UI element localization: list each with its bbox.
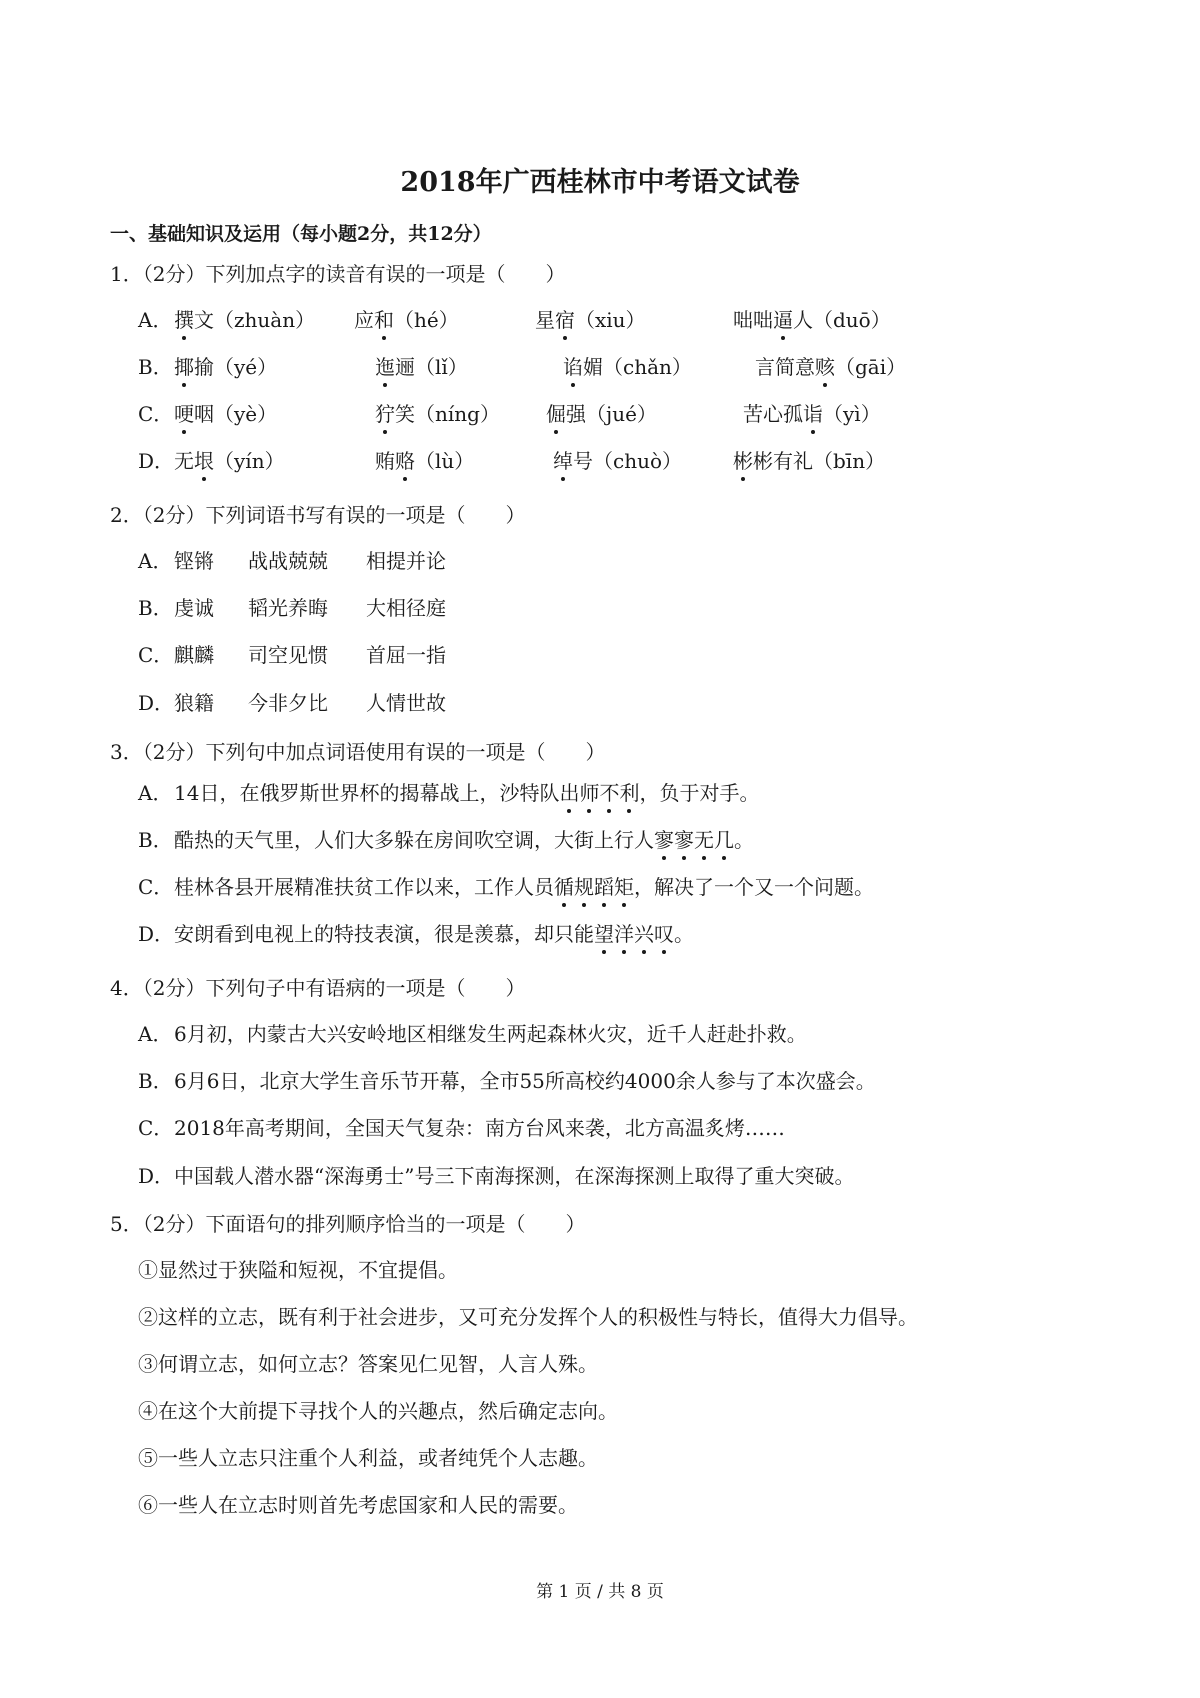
q1-option-b-item-4: 言简意赅（gāi） [755, 355, 907, 379]
q2-option-b-word-2: 韬光养晦 [248, 596, 328, 620]
q2-option-a-word-2: 战战兢兢 [248, 549, 328, 573]
q2-option-a-word-1: 铿锵 [174, 549, 214, 573]
q2-option-d-label: D． [138, 691, 175, 715]
q2-option-d-word-1: 狼籍 [174, 691, 214, 715]
q1-option-b-item-2: 迤逦（lǐ） [375, 355, 468, 379]
q1-option-a-item-3: 星宿（xiu） [535, 308, 646, 332]
q2-option-b-label: B． [138, 596, 173, 620]
q4-option-b-text: 6月6日，北京大学生音乐节开幕，全市55所高校约4000余人参与了本次盛会。 [174, 1069, 876, 1093]
emphasis-char: 利 [619, 781, 640, 805]
q1-option-a-item-4: 咄咄逼人（duō） [733, 308, 891, 332]
question-5-stem: 5．（2分）下面语句的排列顺序恰当的一项是（ ） [110, 1212, 586, 1236]
q1-option-a-item-1: 撰文（zhuàn） [174, 308, 316, 332]
q4-option-c-label: C． [138, 1116, 174, 1140]
emphasis-char: 蹈 [594, 875, 614, 899]
q5-sentence-5: ⑤一些人立志只注重个人利益，或者纯凭个人志趣。 [138, 1446, 598, 1470]
q3-option-c-text: 桂林各县开展精准扶贫工作以来，工作人员循规蹈矩，解决了一个又一个问题。 [174, 875, 874, 899]
emphasis-char: 不 [599, 781, 620, 805]
q4-option-c-text: 2018年高考期间，全国天气复杂：南方台风来袭，北方高温炙烤…… [174, 1116, 785, 1140]
q1-option-c-label: C． [138, 402, 174, 426]
emphasis-char: 无 [694, 828, 714, 852]
q2-option-b-word-1: 虔诚 [174, 596, 214, 620]
q1-option-d-item-2: 贿赂（lù） [375, 449, 475, 473]
question-1-stem: 1．（2分）下列加点字的读音有误的一项是（ ） [110, 262, 566, 286]
q2-option-c-word-3: 首屈一指 [366, 643, 446, 667]
q2-option-d-word-2: 今非夕比 [248, 691, 328, 715]
q3-option-d-text: 安朗看到电视上的特技表演，很是羡慕，却只能望洋兴叹。 [174, 922, 694, 946]
q1-option-c-item-1: 哽咽（yè） [174, 402, 278, 426]
q2-option-c-label: C． [138, 643, 174, 667]
emphasis-char: 矩 [614, 875, 634, 899]
q5-sentence-1: ①显然过于狭隘和短视，不宜提倡。 [138, 1258, 458, 1282]
q2-option-a-label: A． [138, 549, 173, 573]
emphasis-char: 洋 [614, 922, 634, 946]
q3-option-d-emphasis [594, 922, 674, 946]
emphasis-char: 师 [579, 781, 600, 805]
q1-option-d-item-3: 绰号（chuò） [553, 449, 683, 473]
emphasis-char: 循 [554, 875, 574, 899]
q3-option-a-label: A． [138, 781, 173, 805]
q2-option-c-word-2: 司空见惯 [248, 643, 328, 667]
q5-sentence-4: ④在这个大前提下寻找个人的兴趣点，然后确定志向。 [138, 1399, 618, 1423]
q1-option-b-item-1: 揶揄（yé） [174, 355, 278, 379]
q3-option-a-text: 14日，在俄罗斯世界杯的揭幕战上，沙特队出师不利，负于对手。 [174, 781, 760, 805]
emphasis-char: 叹 [654, 922, 674, 946]
q4-option-b-label: B． [138, 1069, 173, 1093]
q1-option-a-label: A． [138, 308, 173, 332]
q4-option-a-label: A． [138, 1022, 173, 1046]
q2-option-a-word-3: 相提并论 [366, 549, 446, 573]
q3-option-a-emphasis [559, 781, 639, 805]
q1-option-a-item-2: 应和（hé） [354, 308, 459, 332]
emphasis-char: 寥 [674, 828, 694, 852]
emphasis-char: 寥 [654, 828, 674, 852]
q5-sentence-3: ③何谓立志，如何立志？答案见仁见智，人言人殊。 [138, 1352, 598, 1376]
section-heading: 一、基础知识及运用（每小题2分，共12分） [110, 223, 492, 245]
q3-option-b-emphasis [654, 828, 734, 852]
emphasis-char: 几 [714, 828, 734, 852]
emphasis-char: 望 [594, 922, 614, 946]
q1-option-d-item-4: 彬彬有礼（bīn） [733, 449, 886, 473]
q1-option-d-label: D． [138, 449, 175, 473]
q1-option-c-item-3: 倔强（jué） [546, 402, 657, 426]
q1-option-c-item-2: 狞笑（níng） [375, 402, 500, 426]
q1-option-b-item-3: 谄媚（chǎn） [563, 355, 692, 379]
q3-option-b-label: B． [138, 828, 173, 852]
q2-option-c-word-1: 麒麟 [174, 643, 214, 667]
q1-option-c-item-4: 苦心孤诣（yì） [743, 402, 881, 426]
q4-option-d-label: D． [138, 1164, 175, 1188]
emphasis-char: 出 [559, 781, 580, 805]
q1-option-b-label: B． [138, 355, 173, 379]
q3-option-c-emphasis [554, 875, 634, 899]
question-4-stem: 4．（2分）下列句子中有语病的一项是（ ） [110, 976, 526, 1000]
q4-option-a-text: 6月初，内蒙古大兴安岭地区相继发生两起森林火灾，近千人赶赴扑救。 [174, 1022, 807, 1046]
q5-sentence-2: ②这样的立志，既有利于社会进步，又可充分发挥个人的积极性与特长，值得大力倡导。 [138, 1305, 918, 1329]
page-footer: 第 1 页 / 共 8 页 [536, 1582, 664, 1602]
emphasis-char: 规 [574, 875, 594, 899]
q3-option-b-text: 酷热的天气里，人们大多躲在房间吹空调，大街上行人寥寥无几。 [174, 828, 754, 852]
q3-option-d-label: D． [138, 922, 175, 946]
q2-option-b-word-3: 大相径庭 [366, 596, 446, 620]
q1-option-d-item-1: 无垠（yín） [174, 449, 285, 473]
q2-option-d-word-3: 人情世故 [366, 691, 446, 715]
q5-sentence-6: ⑥一些人在立志时则首先考虑国家和人民的需要。 [138, 1493, 578, 1517]
question-3-stem: 3．（2分）下列句中加点词语使用有误的一项是（ ） [110, 740, 606, 764]
q4-option-d-text: 中国载人潜水器“深海勇士”号三下南海探测，在深海探测上取得了重大突破。 [174, 1164, 855, 1188]
page-title: 2018年广西桂林市中考语文试卷 [400, 167, 800, 198]
emphasis-char: 兴 [634, 922, 654, 946]
q3-option-c-label: C． [138, 875, 174, 899]
question-2-stem: 2．（2分）下列词语书写有误的一项是（ ） [110, 503, 526, 527]
